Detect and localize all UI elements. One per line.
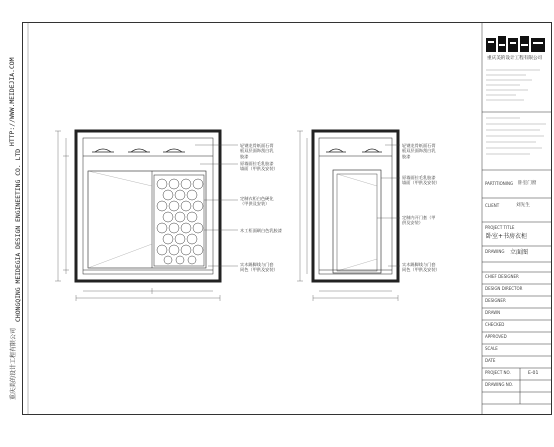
row-project-no: PROJECT NO. [485,370,511,375]
row-approved: APPROVED [485,334,507,339]
row-design-director: DESIGN DIRECTOR [485,286,523,291]
partitioning-value: 卧室门窗 [518,181,537,186]
project-title-label: PROJECT TITLE [485,225,515,230]
note-right-wall: 原墙面拉毛乳胶漆墙面（甲供及安装） [402,175,440,186]
client-value: 刘先生 [516,203,530,208]
row-drawn: DRAWN [485,310,501,315]
note-left-wardrobe: 定制衣柜白色硬化（甲供及安装） [240,196,274,207]
note-right-door: 定制内开门套（甲供及安装） [402,215,436,226]
row-drawing-no: DRAWING NO. [485,382,513,387]
ceiling-lights-left [92,149,185,152]
partitioning-label: PARTITIONING [485,181,514,186]
note-right-skirting: 实木踢脚线与门套同色（甲供及安装） [402,262,440,273]
note-left-skirting: 实木踢脚线与门套同色（甲供及安装） [240,262,278,273]
row-designer: DESIGNER [485,298,506,303]
sheet-number: E-01 [528,371,539,376]
left-elevation [55,131,238,301]
logo-mark [486,36,545,52]
sheet-border [23,23,552,415]
note-left-wall: 原墙面拉毛乳胶漆墙面（甲供及安装） [240,161,278,172]
row-scale: SCALE [485,346,498,351]
note-right-ceiling: 轻钢龙骨纸面石膏板双层面饰刮白乳胶漆 [402,143,436,159]
right-elevation [297,131,400,301]
company-name-en: CHONGQING MEIDEGIA DESIGN ENGINEETING CO. LTD [14,148,22,322]
company-url: HTTP://WWW.MEIDEJIA.COM [8,57,16,146]
drawing-value: 立面图 [510,249,529,256]
project-title-value: 卧室+书房衣柜 [486,233,528,240]
company-name-cn: 重庆美的设计工程有限公司 [10,327,17,400]
row-checked: CHECKED [485,322,505,327]
row-date: DATE [485,358,496,363]
row-chief-designer: CHIEF DESIGNER [485,274,519,279]
logo-subtitle: 重庆美的设计工程有限公司 [487,56,543,61]
ceiling-lights-right [326,149,382,152]
drawing-label: DRAWING [485,249,505,254]
note-left-cabinet: 木工柜面刷白色乳胶漆 [240,228,282,233]
note-left-ceiling: 轻钢龙骨纸面石膏板双层面饰刮白乳胶漆 [240,143,274,159]
lattice-pattern [157,179,203,264]
client-label: CLIENT [485,203,500,208]
title-block [482,23,552,415]
